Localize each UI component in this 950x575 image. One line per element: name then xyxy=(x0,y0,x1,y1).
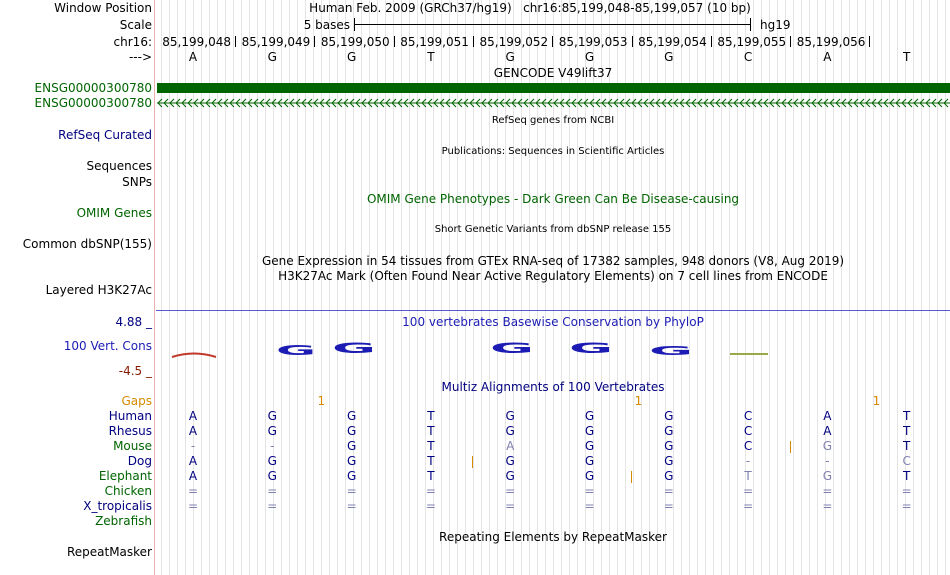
position-label: 85,199,050 xyxy=(320,35,390,49)
aligned-base: G xyxy=(664,409,674,423)
aligned-base: C xyxy=(743,409,753,423)
base-letter: G xyxy=(505,50,515,64)
aligned-base: A xyxy=(823,409,832,423)
position-tick xyxy=(869,36,870,47)
position-tick xyxy=(394,36,395,47)
aligned-base: - xyxy=(190,439,196,453)
aligned-base: = xyxy=(822,499,833,513)
cons-track-title[interactable]: 100 vertebrates Basewise Conservation by PhyloP xyxy=(402,315,704,329)
base-letter: G xyxy=(584,50,595,64)
aligned-base: C xyxy=(902,454,911,468)
scale-assembly: hg19 xyxy=(760,18,791,32)
label-separator xyxy=(154,0,155,575)
cons-top-line xyxy=(156,310,950,311)
aligned-base: = xyxy=(901,499,912,513)
strand-arrow-label: ---> xyxy=(128,50,152,64)
scale-label: Scale xyxy=(119,18,152,32)
aligned-base: G xyxy=(584,409,595,423)
aligned-base: = xyxy=(187,484,199,498)
aligned-base: C xyxy=(743,439,753,453)
aligned-base: G xyxy=(584,454,595,468)
aligned-base: A xyxy=(188,409,198,423)
h3k27ac-track-label[interactable]: Layered H3K27Ac xyxy=(45,283,152,297)
gap-count: 1 xyxy=(872,394,881,408)
aligned-base: G xyxy=(505,424,515,438)
position-label: 85,199,048 xyxy=(162,35,231,49)
base-letter: A xyxy=(823,50,832,64)
aligned-base: T xyxy=(427,454,435,468)
cons-logo-g4: G xyxy=(569,341,613,357)
aligned-base: A xyxy=(823,424,832,438)
aligned-base: T xyxy=(427,409,435,423)
aligned-base: G xyxy=(664,454,674,468)
cons-max-label: 4.88 _ xyxy=(115,315,152,329)
position-tick xyxy=(790,36,791,47)
position-tick xyxy=(632,36,633,47)
refseq-track-label[interactable]: RefSeq Curated xyxy=(58,128,152,142)
aligned-base: G xyxy=(664,424,674,438)
position-label: 85,199,055 xyxy=(717,35,787,49)
gencode-gene-bar-1[interactable] xyxy=(157,83,950,93)
aligned-base: G xyxy=(267,469,277,483)
cons-logo-g3: G xyxy=(490,341,534,357)
aligned-base: A xyxy=(188,454,198,468)
aligned-base: T xyxy=(744,469,752,483)
aligned-base: = xyxy=(346,499,357,513)
aligned-base: = xyxy=(822,484,833,498)
snps-track-label[interactable]: SNPs xyxy=(122,175,152,189)
cons-logo-g5: G xyxy=(649,344,693,358)
repeatmasker-track-title[interactable]: Repeating Elements by RepeatMasker xyxy=(439,530,667,544)
scale-bar-left-cap xyxy=(354,18,355,31)
h3k27ac-track-title[interactable]: H3K27Ac Mark (Often Found Near Active Regulatory Elements) on 7 cell lines from ENCODE xyxy=(278,269,828,283)
aligned-base: = xyxy=(584,499,595,513)
gap-count: 1 xyxy=(634,394,643,408)
aligned-base: G xyxy=(346,424,357,438)
aligned-base: G xyxy=(267,424,277,438)
position-tick xyxy=(711,36,712,47)
aligned-base: = xyxy=(584,484,595,498)
species-label-chicken[interactable]: Chicken xyxy=(104,484,152,498)
base-letter: T xyxy=(427,50,435,64)
gencode-track-title[interactable]: GENCODE V49lift37 xyxy=(493,66,613,80)
omim-track-label[interactable]: OMIM Genes xyxy=(76,206,152,220)
aligned-base: = xyxy=(743,484,754,498)
cons-track-label[interactable]: 100 Vert. Cons xyxy=(63,339,152,353)
aligned-base: G xyxy=(584,424,595,438)
species-label-mouse[interactable]: Mouse xyxy=(113,439,152,453)
cons-logo-g1: G xyxy=(276,344,316,359)
scale-bar xyxy=(354,24,750,25)
aligned-base: = xyxy=(425,484,436,498)
position-tick xyxy=(235,36,236,47)
aligned-base: G xyxy=(346,454,357,468)
aligned-base: - xyxy=(825,454,830,468)
sequences-track-label[interactable]: Sequences xyxy=(86,159,152,173)
aligned-base: G xyxy=(346,469,357,483)
species-label-zebrafish[interactable]: Zebrafish xyxy=(95,514,152,528)
aligned-base: = xyxy=(267,499,278,513)
base-letter: G xyxy=(267,50,277,64)
position-tick xyxy=(473,36,474,47)
aligned-base: = xyxy=(425,499,436,513)
cons-logo xyxy=(156,340,950,360)
aligned-base: - xyxy=(270,439,275,453)
base-letter: G xyxy=(346,50,357,64)
species-label-x_tropicalis[interactable]: X_tropicalis xyxy=(83,499,152,513)
position-tick xyxy=(314,36,315,47)
short-variants-track-title[interactable]: Short Genetic Variants from dbSNP release 155 xyxy=(434,224,672,235)
position-label: 85,199,052 xyxy=(479,35,549,49)
cons-logo-g2: G xyxy=(332,341,376,357)
aligned-base: G xyxy=(822,439,833,453)
aligned-base: G xyxy=(584,439,595,453)
position-label: 85,199,049 xyxy=(241,35,311,49)
species-label-dog[interactable]: Dog xyxy=(127,454,152,468)
aligned-base: G xyxy=(822,469,833,483)
gap-count: 1 xyxy=(317,394,326,408)
scale-bases-text: 5 bases xyxy=(303,18,350,32)
aligned-base: T xyxy=(427,439,435,453)
position-label: 85,199,054 xyxy=(638,35,707,49)
scale-bar-right-cap xyxy=(750,18,751,31)
chrom-label: chr16: xyxy=(113,35,152,49)
aligned-base: = xyxy=(743,499,754,513)
aligned-base: G xyxy=(267,454,277,468)
aligned-base: T xyxy=(903,439,911,453)
aligned-base: T xyxy=(903,424,911,438)
aligned-base: = xyxy=(267,484,278,498)
aligned-base: C xyxy=(743,424,753,438)
insertion-marker xyxy=(472,456,473,468)
aligned-base: G xyxy=(505,454,515,468)
aligned-base: G xyxy=(584,469,595,483)
omim-track-title[interactable]: OMIM Gene Phenotypes - Dark Green Can Be Disease-causing xyxy=(366,192,740,206)
common-snp-track-label[interactable]: Common dbSNP(155) xyxy=(22,237,152,251)
aligned-base: A xyxy=(188,469,198,483)
base-letter: T xyxy=(903,50,911,64)
aligned-base: A xyxy=(188,424,198,438)
base-letter: C xyxy=(743,50,753,64)
cons-min-label: -4.5 _ xyxy=(118,364,152,378)
cons-logo-a xyxy=(172,354,216,358)
aligned-base: = xyxy=(187,499,199,513)
aligned-base: G xyxy=(505,469,515,483)
aligned-base: A xyxy=(506,439,515,453)
aligned-base: G xyxy=(664,439,674,453)
aligned-base: T xyxy=(903,409,911,423)
window-position-text: Human Feb. 2009 (GRCh37/hg19) chr16:85,199,048-85,199,057 (10 bp) xyxy=(309,1,751,15)
aligned-base: = xyxy=(346,484,357,498)
species-label-rhesus[interactable]: Rhesus xyxy=(108,424,152,438)
aligned-base: G xyxy=(664,469,674,483)
insertion-marker xyxy=(631,471,632,483)
gencode-gene-bar-2[interactable] xyxy=(157,97,950,109)
aligned-base: = xyxy=(505,499,516,513)
aligned-base: G xyxy=(346,409,357,423)
aligned-base: T xyxy=(427,469,435,483)
gaps-label: Gaps xyxy=(121,394,152,408)
refseq-track-title[interactable]: RefSeq genes from NCBI xyxy=(491,115,615,126)
position-label: 85,199,056 xyxy=(796,35,866,49)
aligned-base: G xyxy=(346,439,357,453)
aligned-base: = xyxy=(505,484,516,498)
multiz-track-title[interactable]: Multiz Alignments of 100 Vertebrates xyxy=(441,380,665,394)
species-label-human[interactable]: Human xyxy=(108,409,152,423)
position-tick xyxy=(552,36,553,47)
aligned-base: = xyxy=(901,484,912,498)
base-letter: A xyxy=(188,50,198,64)
repeatmasker-track-label[interactable]: RepeatMasker xyxy=(66,545,152,559)
window-position-label: Window Position xyxy=(54,1,152,15)
aligned-base: = xyxy=(663,499,674,513)
position-label: 85,199,051 xyxy=(400,35,469,49)
base-letter: G xyxy=(664,50,674,64)
position-label: 85,199,053 xyxy=(558,35,628,49)
aligned-base: G xyxy=(267,409,277,423)
aligned-base: - xyxy=(745,454,751,468)
aligned-base: T xyxy=(427,424,435,438)
insertion-marker xyxy=(790,441,791,453)
aligned-base: = xyxy=(663,484,674,498)
pubs-track-title[interactable]: Publications: Sequences in Scientific Articles xyxy=(441,146,665,157)
aligned-base: T xyxy=(903,469,911,483)
gtex-track-title[interactable]: Gene Expression in 54 tissues from GTEx RNA-seq of 17382 samples, 948 donors (V8, Aug 2019) xyxy=(261,254,845,268)
aligned-base: G xyxy=(505,409,515,423)
gencode-gene-label-2[interactable]: ENSG00000300780 xyxy=(34,96,152,110)
species-label-elephant[interactable]: Elephant xyxy=(98,469,152,483)
gencode-gene-label-1[interactable]: ENSG00000300780 xyxy=(34,81,152,95)
